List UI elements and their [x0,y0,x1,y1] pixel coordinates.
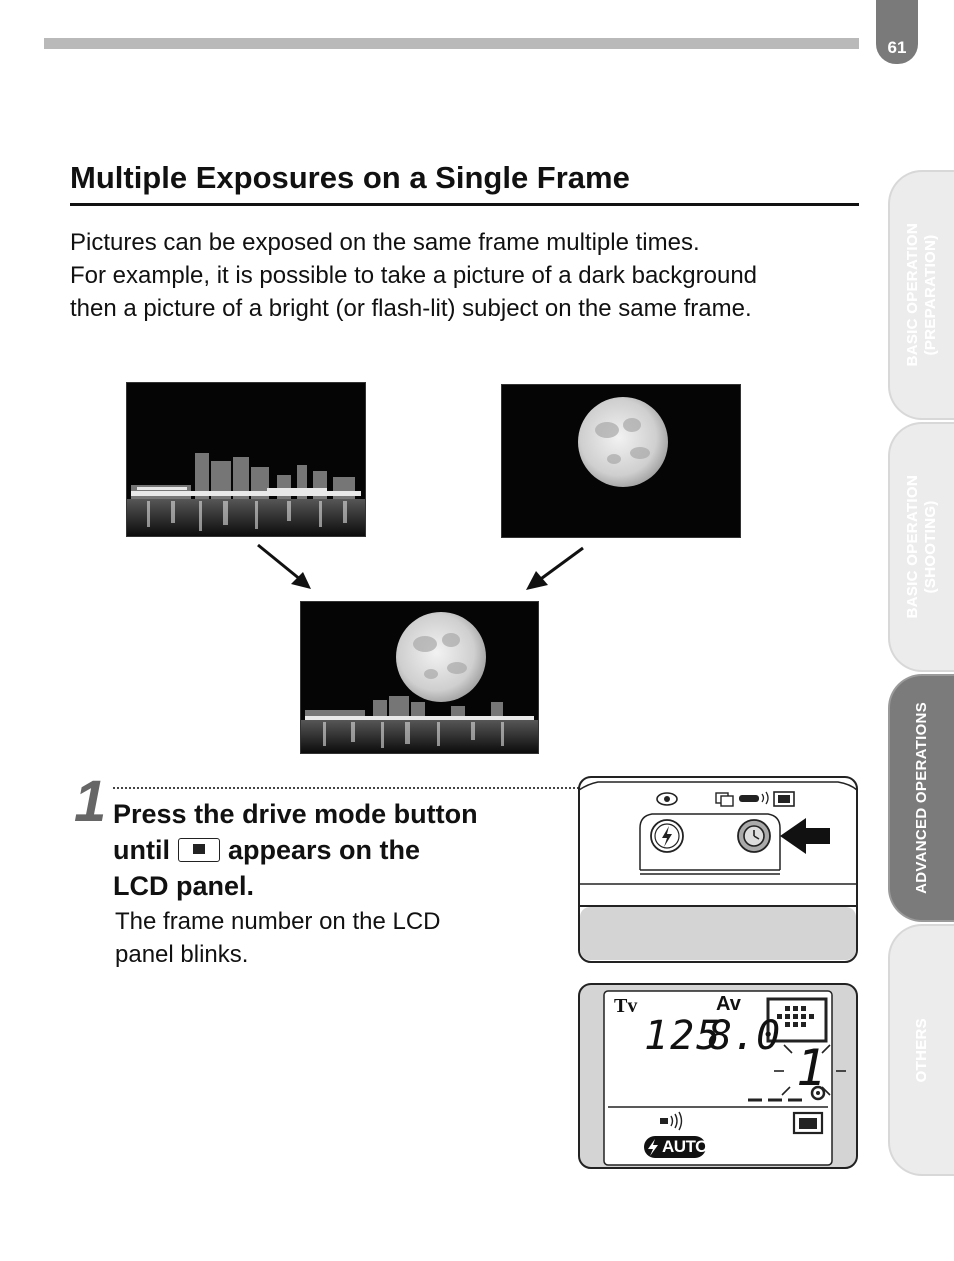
step-number: 1 [74,769,107,834]
step-description-line: The frame number on the LCD [115,908,441,935]
side-tab-basic-preparation[interactable] [888,170,954,420]
combined-exposure-photo [300,601,539,754]
step-heading-part: appears on the [227,835,421,865]
flash-icon[interactable] [651,820,683,852]
moon-photo [501,384,741,538]
tv-label: Tv [614,995,638,1017]
title-rule [70,203,859,206]
page-number [876,0,918,64]
side-tab-advanced-operations[interactable] [888,674,954,922]
arrow-left-icon [255,542,315,592]
page-number-text: 61 [887,38,907,57]
side-tab-label: OTHERS [913,1017,930,1083]
side-tab-label: BASIC OPERATION [904,223,921,367]
aperture-value: 8.0 [708,1013,781,1059]
multiple-exposure-icon [178,838,220,862]
arrow-right-icon [522,545,586,593]
side-tab-label: ADVANCED OPERATIONS [913,702,930,894]
shutter-value: 125 [644,1013,723,1059]
lcd-panel-illustration [578,983,858,1169]
city-night-photo [126,382,366,537]
section-title: Multiple Exposures on a Single Frame [70,160,630,195]
flash-mode-text: AUTO [662,1137,708,1156]
camera-back-illustration [578,776,858,963]
side-tab-label: (PREPARATION) [922,234,939,356]
av-label: Av [716,993,741,1015]
side-tab-label: (SHOOTING) [922,500,939,594]
side-tab-basic-shooting[interactable] [888,422,954,672]
intro-line: then a picture of a bright (or flash-lit) subject on the same frame. [70,295,752,322]
step-heading-part: LCD panel. [113,871,255,901]
step-heading [113,796,478,904]
intro-line: For example, it is possible to take a picture of a dark background [70,262,758,289]
intro-line: Pictures can be exposed on the same frame multiple times. [70,229,700,256]
step-heading-part: until [113,835,170,865]
step-heading-part: Press the drive mode button [113,799,478,829]
step-description-line: panel blinks. [115,941,249,968]
step-divider [113,787,579,789]
intro-text [70,226,757,325]
side-tab-others[interactable] [888,924,954,1176]
header-bar [44,38,859,49]
self-timer-icon[interactable] [738,820,770,852]
side-tab-label: BASIC OPERATION [904,475,921,619]
step-description [115,905,441,971]
frame-number: 1 [796,1039,827,1097]
